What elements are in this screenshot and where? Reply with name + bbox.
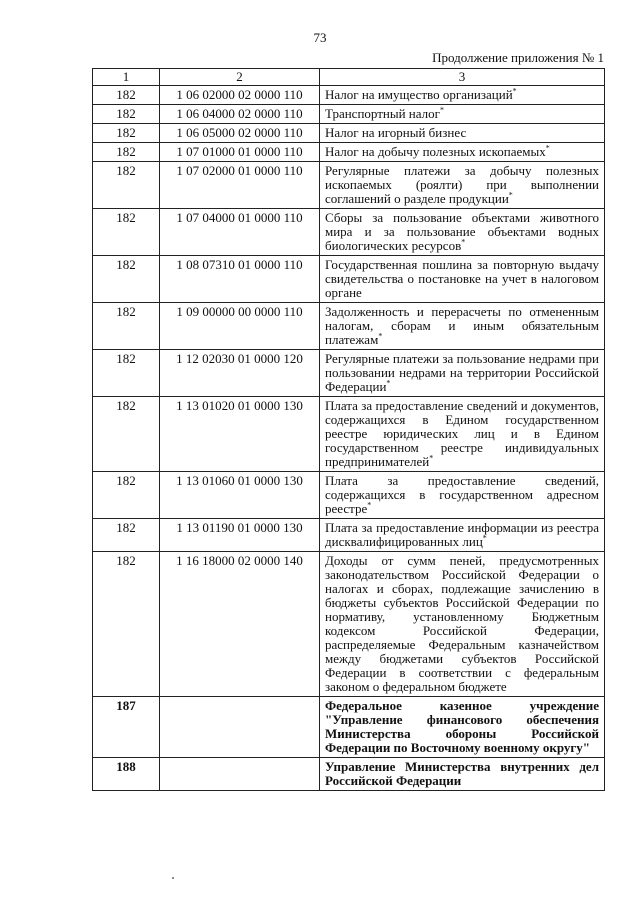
revenue-name-text: Сборы за пользование объектами животного мира и за пользование объектами водных биологических ресурсов xyxy=(325,210,599,253)
revenue-name xyxy=(320,143,605,162)
admin-code xyxy=(93,105,160,124)
footnote-mark: * xyxy=(512,86,517,96)
table-row xyxy=(93,519,605,552)
admin-code xyxy=(93,758,160,791)
administrator-name-text: Управление Министерства внутренних дел Российской Федерации xyxy=(325,759,599,788)
admin-code xyxy=(93,209,160,256)
revenue-name-text: Регулярные платежи за добычу полезных ископаемых (роялти) при выполнении соглашений о разделе продукции xyxy=(325,163,599,206)
revenue-name xyxy=(320,86,605,105)
budget-class-code-text: 1 13 01020 01 0000 130 xyxy=(176,398,303,413)
revenue-name xyxy=(320,472,605,519)
budget-class-code-text: 1 06 02000 02 0000 110 xyxy=(176,87,303,102)
revenue-name-text: Задолженность и перерасчеты по отмененным налогам, сборам и иным обязательным платежам xyxy=(325,304,599,347)
admin-code-text: 188 xyxy=(116,759,136,774)
table-row xyxy=(93,472,605,519)
admin-code-text: 182 xyxy=(116,553,136,568)
continuation-label: Продолжение приложения № 1 xyxy=(432,50,604,65)
budget-class-code-text: 1 09 00000 00 0000 110 xyxy=(176,304,303,319)
budget-class-code-text: 1 06 04000 02 0000 110 xyxy=(176,106,303,121)
revenue-name xyxy=(320,256,605,303)
revenue-name-text: Плата за предоставление информации из реестра дисквалифицированных лиц xyxy=(325,520,599,549)
budget-class-code-text: 1 07 01000 01 0000 110 xyxy=(176,144,303,159)
revenue-name-text: Транспортный налог xyxy=(325,106,440,121)
budget-class-code xyxy=(160,303,320,350)
admin-code-text: 182 xyxy=(116,87,136,102)
revenue-name-text: Налог на игорный бизнес xyxy=(325,125,467,140)
budget-class-code xyxy=(160,552,320,697)
admin-code xyxy=(93,303,160,350)
administrator-name-text: Федеральное казенное учреждение "Управление финансового обеспечения Министерства обороны Российской Федерации по Восточному военному округу" xyxy=(325,698,599,755)
budget-class-code-text: 1 13 01060 01 0000 130 xyxy=(176,473,303,488)
admin-code-text: 182 xyxy=(116,125,136,140)
budget-class-code-text: 1 07 04000 01 0000 110 xyxy=(176,210,303,225)
budget-class-code-text: 1 08 07310 01 0000 110 xyxy=(176,257,303,272)
administrator-name xyxy=(320,758,605,791)
admin-code-text: 187 xyxy=(116,698,136,713)
budget-class-code-text: 1 13 01190 01 0000 130 xyxy=(176,520,303,535)
admin-code-text: 182 xyxy=(116,144,136,159)
footnote-mark: * xyxy=(386,378,391,388)
table-row xyxy=(93,350,605,397)
footnote-mark: * xyxy=(429,453,434,463)
admin-code-text: 182 xyxy=(116,473,136,488)
budget-class-code xyxy=(160,350,320,397)
admin-code-text: 182 xyxy=(116,106,136,121)
revenue-name-text: Плата за предоставление сведений и документов, содержащихся в Едином государственном реестре юридических лиц и в Едином государственном реестре индивидуальных предпринимателей xyxy=(325,398,599,469)
revenue-name-text: Регулярные платежи за пользование недрами при пользовании недрами на территории Российской Федерации xyxy=(325,351,599,394)
stray-mark xyxy=(172,877,174,879)
table-row xyxy=(93,397,605,472)
admin-code xyxy=(93,162,160,209)
administrator-row xyxy=(93,758,605,791)
administrator-row xyxy=(93,697,605,758)
table-row xyxy=(93,105,605,124)
footnote-mark: * xyxy=(439,105,444,115)
admin-code-text: 182 xyxy=(116,520,136,535)
budget-class-code-text: 1 06 05000 02 0000 110 xyxy=(176,125,303,140)
admin-code xyxy=(93,397,160,472)
page-number: 73 xyxy=(313,30,327,45)
admin-code xyxy=(93,256,160,303)
admin-code xyxy=(93,350,160,397)
budget-class-code xyxy=(160,472,320,519)
footnote-mark: * xyxy=(482,533,487,543)
footnote-mark: * xyxy=(367,500,372,510)
admin-code xyxy=(93,143,160,162)
budget-class-code xyxy=(160,105,320,124)
revenue-name xyxy=(320,397,605,472)
admin-code xyxy=(93,86,160,105)
revenue-name xyxy=(320,303,605,350)
revenue-name xyxy=(320,105,605,124)
table-row xyxy=(93,143,605,162)
revenue-name-text: Плата за предоставление сведений, содержащихся в государственном адресном реестре xyxy=(325,473,599,516)
revenue-code-table xyxy=(92,68,605,791)
revenue-name xyxy=(320,209,605,256)
admin-code xyxy=(93,124,160,143)
table-row xyxy=(93,86,605,105)
admin-code xyxy=(93,552,160,697)
column-header: 1 xyxy=(93,69,160,86)
table-row xyxy=(93,162,605,209)
budget-class-code xyxy=(160,143,320,162)
admin-code-text: 182 xyxy=(116,398,136,413)
administrator-name xyxy=(320,697,605,758)
admin-code-text: 182 xyxy=(116,351,136,366)
footnote-mark: * xyxy=(461,237,466,247)
table-row xyxy=(93,209,605,256)
budget-class-code-text: 1 16 18000 02 0000 140 xyxy=(176,553,303,568)
budget-class-code xyxy=(160,397,320,472)
table-row xyxy=(93,124,605,143)
column-header: 3 xyxy=(320,69,605,86)
budget-class-code xyxy=(160,758,320,791)
table-row xyxy=(93,256,605,303)
admin-code-text: 182 xyxy=(116,210,136,225)
budget-class-code-text: 1 07 02000 01 0000 110 xyxy=(176,163,303,178)
revenue-name xyxy=(320,519,605,552)
footnote-mark: * xyxy=(545,143,550,153)
revenue-name-text: Государственная пошлина за повторную выдачу свидетельства о постановке на учет в налоговом органе xyxy=(325,257,599,300)
admin-code-text: 182 xyxy=(116,304,136,319)
revenue-name-text: Доходы от сумм пеней, предусмотренных законодательством Российской Федерации о налогах и сборах, подлежащие зачислению в бюджеты субъектов Российской Федерации по нормативу, установленному Бюджетным кодексом Российской Федерации, распределяемые Федеральным казначейством между бюджетами субъектов Российской Федерации в соответствии с федеральным законом о федеральном бюджете xyxy=(325,553,599,694)
budget-class-code xyxy=(160,697,320,758)
table-row xyxy=(93,303,605,350)
revenue-name xyxy=(320,552,605,697)
admin-code xyxy=(93,519,160,552)
footnote-mark: * xyxy=(508,190,513,200)
budget-class-code-text: 1 12 02030 01 0000 120 xyxy=(176,351,303,366)
table-row xyxy=(93,552,605,697)
footnote-mark: * xyxy=(378,331,383,341)
revenue-name xyxy=(320,162,605,209)
revenue-name-text: Налог на имущество организаций xyxy=(325,87,513,102)
admin-code xyxy=(93,472,160,519)
budget-class-code xyxy=(160,519,320,552)
budget-class-code xyxy=(160,162,320,209)
budget-class-code xyxy=(160,124,320,143)
table-header-row xyxy=(93,69,605,86)
revenue-name xyxy=(320,124,605,143)
budget-class-code xyxy=(160,256,320,303)
budget-class-code xyxy=(160,209,320,256)
admin-code xyxy=(93,697,160,758)
admin-code-text: 182 xyxy=(116,257,136,272)
budget-class-code xyxy=(160,86,320,105)
revenue-name-text: Налог на добычу полезных ископаемых xyxy=(325,144,546,159)
column-header: 2 xyxy=(160,69,320,86)
admin-code-text: 182 xyxy=(116,163,136,178)
revenue-name xyxy=(320,350,605,397)
